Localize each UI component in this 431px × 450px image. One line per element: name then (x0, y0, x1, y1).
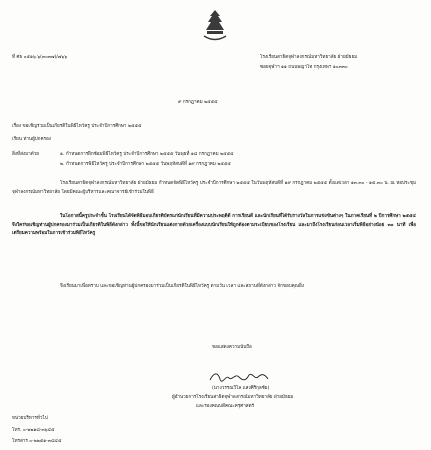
body-paragraph-2: ในโอกาสนี้ครูประจำชั้น โรงเรียนได้จัดพิธีมอบเกียรติบัตรแก่นักเรียนที่มีความประพฤติดี การเรียนดี และนักเรียนที่ได้รับรางวัลในการแข่งขันต่างๆ ในภาคเรียนที่ ๒ ปีการศึกษา ๒๕๕๔ จึงใคร่ขอเชิญท่านผู้ปกครองมาร่วมเป็นเกียรติในพิธีดังกล่าว ทั้งนี้ขอให้นักเรียนแต่งกายด้วยเครื่องแบบนักเรียนให้ถูกต้องตามระเบียบของโรงเรียน และมาถึงโรงเรียนก่อนเวลาเริ่มพิธีอย่างน้อย ๓๐ นาที เพื่อเตรียมความพร้อมในการเข้าร่วมพิธีไหว้ครู (12, 214, 416, 237)
school-address: ซอยจุฬาฯ ๑๑ ถนนพญาไท กรุงเทพฯ ๑๐๓๓๐ (260, 65, 348, 70)
enclosure-item-1: ๑. กำหนดการฝึกซ้อมพิธีไหว้ครู ประจำปีการศึกษา ๒๕๕๕ วันพุธที่ ๑๘ กรกฎาคม ๒๕๕๕ (60, 152, 234, 157)
issuing-office: หน่วยบริหารทั่วไป (12, 416, 48, 421)
signer-name: (นางวรรณวิไล แสงศิริกุลชัย) (212, 386, 270, 391)
university-seal-icon (198, 8, 232, 44)
enclosure-label: สิ่งที่ส่งมาด้วย (12, 152, 39, 157)
telephone: โทร. ๐-๒๒๑๘-๓๖๔๕ (12, 428, 55, 433)
signature-icon (208, 370, 270, 384)
letter-subject: เรื่อง ขอเชิญร่วมเป็นเกียรติในพิธีไหว้ครู ประจำปีการศึกษา ๒๕๕๕ (12, 124, 142, 129)
fax-number: โทรสาร ๐-๒๒๕๑-๓๘๔๕ (12, 439, 62, 444)
signer-title-secondary: และรองคณบดีคณะครุศาสตร์ (196, 404, 255, 409)
body-paragraph-3: จึงเรียนมาเพื่อทราบ และขอเชิญท่านผู้ปกครองมาร่วมเป็นเกียรติในพิธีไหว้ครู ตามวัน เวลา และสถานที่ดังกล่าว จักขอบคุณยิ่ง (60, 284, 304, 289)
letter-salutation: เรียน ท่านผู้ปกครอง (12, 137, 52, 142)
letter-date: ๙ กรกฎาคม ๒๕๕๕ (178, 100, 218, 105)
enclosure-item-2: ๒. กำหนดการพิธีไหว้ครู ประจำปีการศึกษา ๒๕๕๕ วันพฤหัสบดีที่ ๑๙ กรกฎาคม ๒๕๕๕ (60, 162, 231, 167)
signer-title: ผู้อำนวยการโรงเรียนสาธิตจุฬาลงกรณ์มหาวิทยาลัย ฝ่ายมัธยม (172, 395, 294, 400)
body-paragraph-1: โรงเรียนสาธิตจุฬาลงกรณ์มหาวิทยาลัย ฝ่ายมัธยม กำหนดจัดพิธีไหว้ครู ประจำปีการศึกษา ๒๕๕๕ ในวันพฤหัสบดีที่ ๑๙ กรกฎาคม ๒๕๕๕ ตั้งแต่เวลา ๑๓.๓๐ - ๑๕.๓๐ น. ณ หอประชุมจุฬาลงกรณ์มหาวิทยาลัย โดยมีคณะผู้บริหารและคณาจารย์เข้าร่วมในพิธี (12, 181, 416, 195)
reference-number: ที่ ศธ ๐๕๑๖.๖(๓๐๓๗)/๗๖๖ (12, 55, 68, 60)
school-name: โรงเรียนสาธิตจุฬาลงกรณ์มหาวิทยาลัย ฝ่ายมัธยม (260, 55, 358, 60)
closing-line: ขอแสดงความนับถือ (212, 345, 252, 350)
